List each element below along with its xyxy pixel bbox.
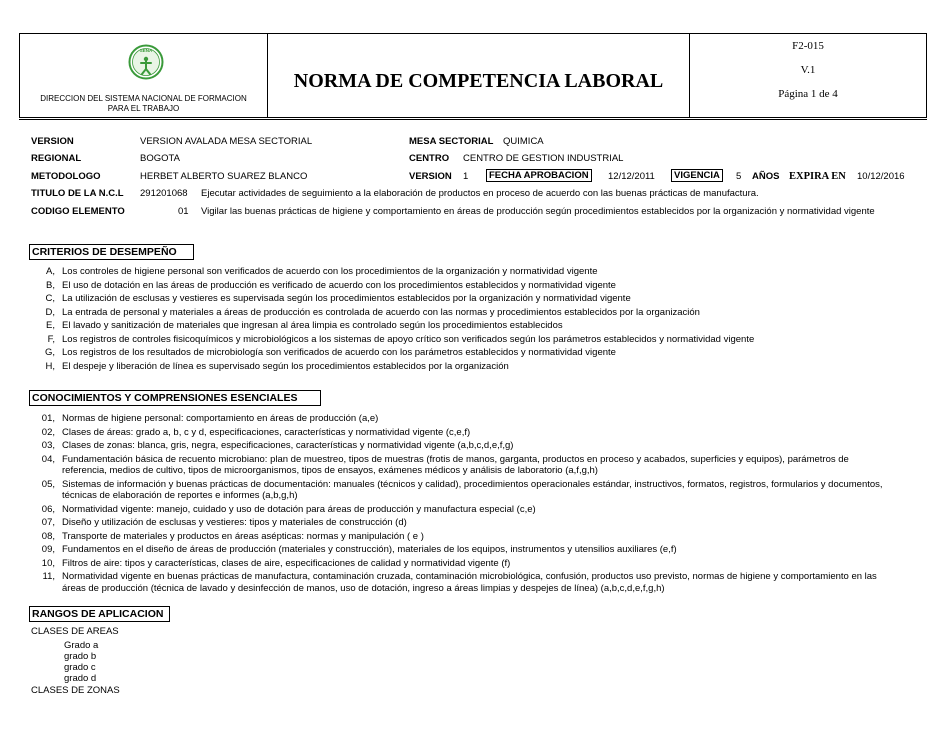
list-item-key: 11, bbox=[42, 571, 55, 582]
list-item-key: F, bbox=[47, 333, 55, 345]
list-item bbox=[31, 544, 891, 556]
list-item bbox=[31, 558, 891, 570]
centro-value: CENTRO DE GESTION INDUSTRIAL bbox=[463, 153, 624, 164]
grado-item: grado b bbox=[64, 651, 97, 662]
list-item-text: La utilización de esclusas y vestieres es supervisada según los procedimientos establecidos por la organización y normatividad vigente bbox=[62, 293, 631, 304]
list-item-text: Normatividad vigente: manejo, cuidado y uso de dotación para áreas de producción y manufactura especial (c,e) bbox=[62, 503, 536, 515]
list-item-text: Fundamentación básica de recuento microbiano: plan de muestreo, tipos de muestras (frotis de manos, garganta, productos en proceso y acabados, superficies y equipos), parámetros de referencia, medios de cultivo, tipos de microorganismos, tipos de ensayos, exámenes médicos y análisis de laboratorio (a,f,g,h) bbox=[62, 453, 849, 476]
list-item bbox=[31, 266, 891, 278]
rangos-content bbox=[31, 626, 120, 696]
sena-logo-icon bbox=[128, 44, 164, 80]
vigencia-label: VIGENCIA bbox=[671, 169, 723, 182]
document-header bbox=[19, 33, 927, 118]
list-item bbox=[31, 479, 891, 502]
centro-label: CENTRO bbox=[409, 153, 450, 164]
list-item bbox=[31, 440, 891, 452]
codigo-value: Vigilar las buenas prácticas de higiene y comportamiento en áreas de producción según procedimientos establecidos por la organización y normatividad vigente bbox=[201, 206, 875, 217]
list-item-text: Clases de áreas: grado a, b, c y d, especificaciones, características y normatividad vigente (c,e,f) bbox=[62, 426, 471, 438]
conocimientos-list bbox=[31, 413, 891, 596]
expira-value: 10/12/2016 bbox=[857, 171, 905, 182]
list-item-text: Diseño y utilización de esclusas y vestieres: tipos y materiales de construcción (d) bbox=[62, 517, 407, 528]
version2-label: VERSION bbox=[409, 171, 452, 182]
list-item-text: Los registros de los resultados de microbiología son verificados de acuerdo con los parámetros establecidos y normatividad vigente bbox=[62, 347, 616, 358]
list-item-text: La entrada de personal y materiales a áreas de producción es controlada de acuerdo con las normas y procedimientos establecidos por la organización bbox=[62, 306, 700, 318]
list-item-key: 10, bbox=[41, 557, 55, 569]
list-item bbox=[31, 334, 891, 346]
titulo-value: Ejecutar actividades de seguimiento a la elaboración de productos en proceso de acuerdo con las buenas prácticas de manufactura. bbox=[201, 188, 759, 199]
list-item-text: El uso de dotación en las áreas de producción es verificado de acuerdo con los procedimientos establecidos y normatividad vigente bbox=[62, 279, 616, 291]
regional-label: REGIONAL bbox=[31, 153, 82, 164]
criterios-heading: CRITERIOS DE DESEMPEÑO bbox=[29, 244, 194, 260]
list-item bbox=[31, 280, 891, 292]
list-item-key: 03, bbox=[41, 440, 55, 451]
list-item-text: Filtros de aire: tipos y características, clases de aire, especificaciones de calidad y normatividad vigente (f) bbox=[62, 557, 511, 569]
list-item bbox=[31, 361, 891, 373]
codigo-label: CODIGO ELEMENTO bbox=[31, 206, 125, 217]
list-item-text: Transporte de materiales y productos en áreas asépticas: normas y manipulación ( e ) bbox=[62, 530, 424, 542]
list-item bbox=[31, 571, 891, 594]
version-value: VERSION AVALADA MESA SECTORIAL bbox=[140, 136, 313, 147]
clases-zonas-label: CLASES DE ZONAS bbox=[31, 685, 120, 696]
list-item-key: B, bbox=[46, 279, 55, 291]
list-item-text: Clases de zonas: blanca, gris, negra, especificaciones, características y normatividad vigente (a,b,c,d,e,f,g) bbox=[62, 440, 514, 451]
header-divider bbox=[19, 119, 927, 120]
mesa-label: MESA SECTORIAL bbox=[409, 136, 494, 147]
list-item-text: El lavado y sanitización de materiales que ingresan al área limpia es controlado según los procedimientos establecidos bbox=[62, 320, 563, 331]
list-item-key: 06, bbox=[41, 503, 55, 515]
header-title-cell bbox=[268, 34, 690, 117]
metodologo-value: HERBET ALBERTO SUAREZ BLANCO bbox=[140, 171, 308, 182]
version-label: VERSION bbox=[31, 136, 74, 147]
list-item-key: G, bbox=[44, 347, 55, 358]
anos-label: AÑOS bbox=[752, 171, 780, 182]
grado-item: Grado a bbox=[64, 640, 99, 651]
list-item bbox=[31, 504, 891, 516]
list-item-key: 07, bbox=[41, 517, 55, 528]
organization-name bbox=[20, 94, 267, 114]
list-item-text: Sistemas de información y buenas prácticas de documentación: manuales (técnicos y calidad), procedimientos operacionales estándar, instructivos, formatos, registros, formularios y documentos, técnicas de elaboración de reportes e informes (a,b,g,h) bbox=[62, 478, 883, 501]
codigo-code: 01 bbox=[178, 206, 189, 217]
document-code: F2-015 bbox=[792, 40, 824, 52]
document-version: V.1 bbox=[800, 64, 816, 76]
grado-item: grado d bbox=[64, 673, 97, 684]
logo-text: SENA bbox=[139, 48, 153, 53]
conocimientos-heading: CONOCIMIENTOS Y COMPRENSIONES ESENCIALES bbox=[29, 390, 321, 406]
list-item-key: 02, bbox=[41, 426, 55, 438]
criterios-list bbox=[31, 266, 891, 374]
rangos-heading: RANGOS DE APLICACION bbox=[29, 606, 170, 622]
grado-item: grado c bbox=[64, 662, 96, 673]
fecha-aprobacion-label: FECHA APROBACION bbox=[486, 169, 592, 182]
fecha-aprobacion-value: 12/12/2011 bbox=[608, 171, 655, 182]
list-item-text: Los registros de controles fisicoquímicos y microbiológicos a los sistemas de apoyo crítico son verificados según los parámetros establecidos y normatividad vigente bbox=[62, 333, 755, 345]
list-item bbox=[31, 293, 891, 305]
list-item-text: Normas de higiene personal: comportamiento en áreas de producción (a,e) bbox=[62, 413, 379, 424]
list-item bbox=[31, 320, 891, 332]
mesa-value: QUIMICA bbox=[503, 136, 544, 147]
titulo-code: 291201068 bbox=[140, 188, 188, 199]
org-line-2: PARA EL TRABAJO bbox=[107, 104, 180, 113]
list-item-key: 08, bbox=[41, 530, 55, 542]
list-item-key: E, bbox=[46, 320, 55, 331]
regional-value: BOGOTA bbox=[140, 153, 180, 164]
list-item bbox=[31, 347, 891, 359]
list-item bbox=[31, 517, 891, 529]
org-line-1: DIRECCION DEL SISTEMA NACIONAL DE FORMACION bbox=[40, 94, 247, 103]
list-item-key: A, bbox=[46, 266, 55, 277]
list-item-key: C, bbox=[45, 293, 55, 304]
list-item-text: Fundamentos en el diseño de áreas de producción (materiales y construcción), materiales de los equipos, instrumentos y utensilios auxiliares (e,f) bbox=[62, 544, 677, 555]
list-item-text: Los controles de higiene personal son verificados de acuerdo con los procedimientos de la organización y normatividad vigente bbox=[62, 266, 598, 277]
grados-list bbox=[64, 640, 120, 684]
header-meta-cell bbox=[690, 34, 926, 117]
vigencia-value: 5 bbox=[736, 171, 742, 182]
page-number: Página 1 de 4 bbox=[778, 88, 838, 100]
list-item-key: 01, bbox=[41, 413, 55, 424]
clases-areas-label: CLASES DE AREAS bbox=[31, 626, 119, 637]
list-item-key: 04, bbox=[41, 453, 55, 465]
metodologo-label: METODOLOGO bbox=[31, 171, 101, 182]
list-item bbox=[31, 454, 891, 477]
list-item-text: El despeje y liberación de línea es supervisado según los procedimientos establecidos por la organización bbox=[62, 360, 509, 372]
list-item-key: 05, bbox=[41, 478, 55, 490]
list-item bbox=[31, 531, 891, 543]
expira-label: EXPIRA EN bbox=[789, 171, 846, 182]
list-item bbox=[31, 413, 891, 425]
titulo-label: TITULO DE LA N.C.L bbox=[31, 188, 124, 199]
list-item-key: 09, bbox=[41, 544, 55, 555]
list-item-key: H, bbox=[45, 360, 55, 372]
version2-value: 1 bbox=[463, 171, 469, 182]
list-item-text: Normatividad vigente en buenas prácticas de manufactura, contaminación cruzada, contaminación microbiológica, confusión, productos uso previsto, normas de higiene y comportamiento en las áreas de producción (técnica de lavado y desinfección de manos, uso de dotación, ingreso a áreas limpias y despejes de línea) (a,b,c,d,e,f,g,h) bbox=[62, 571, 877, 594]
document-title: NORMA DE COMPETENCIA LABORAL bbox=[293, 70, 664, 92]
list-item bbox=[31, 307, 891, 319]
list-item-key: D, bbox=[45, 306, 55, 318]
list-item bbox=[31, 427, 891, 439]
header-org-cell bbox=[20, 34, 268, 117]
